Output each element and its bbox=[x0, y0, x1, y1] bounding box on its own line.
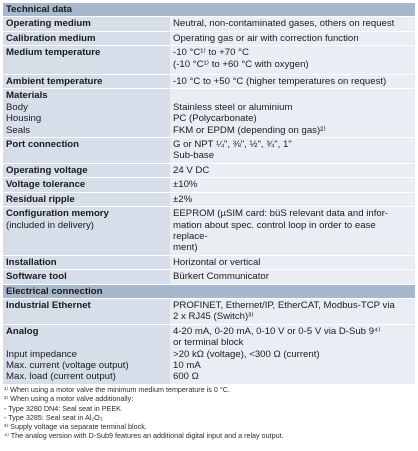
spec-value-line: Horizontal or vertical bbox=[173, 256, 261, 268]
spec-label bbox=[3, 192, 170, 206]
spec-row bbox=[3, 75, 415, 89]
spec-value bbox=[170, 207, 415, 256]
spec-value-line: Sub-base bbox=[173, 150, 215, 162]
spec-value bbox=[170, 298, 415, 324]
spec-label bbox=[3, 17, 170, 31]
spec-value-line: -10 °C to +50 °C (higher temperatures on request) bbox=[173, 76, 387, 88]
spec-value bbox=[170, 89, 415, 138]
spec-label-line bbox=[6, 337, 167, 348]
footnotes bbox=[4, 385, 416, 441]
spec-label-line: Max. load (current output) bbox=[6, 371, 116, 383]
footnote: - Type 3285: Seal seat in Al₂O₃ bbox=[4, 412, 103, 422]
spec-value-line: EEPROM (µSIM card: büS relevant data and infor- bbox=[173, 208, 389, 220]
spec-value-line bbox=[173, 90, 412, 101]
spec-value bbox=[170, 192, 415, 206]
spec-label-text: Industrial Ethernet bbox=[6, 299, 91, 311]
spec-value-line: FKM or EPDM (depending on gas)²⁾ bbox=[173, 124, 326, 136]
spec-label-text: Software tool bbox=[6, 271, 67, 283]
spec-value-line: G or NPT ¼", ⅜", ½", ¾", 1" bbox=[173, 139, 292, 151]
spec-value bbox=[170, 46, 415, 75]
spec-label-line: Materials bbox=[6, 90, 48, 102]
spec-value-line: Bürkert Communicator bbox=[173, 271, 269, 283]
spec-label bbox=[3, 298, 170, 324]
spec-value-line: Stainless steel or aluminium bbox=[173, 101, 293, 113]
spec-value-line: >20 kΩ (voltage), <300 Ω (current) bbox=[173, 348, 320, 360]
spec-row bbox=[3, 138, 415, 164]
spec-row bbox=[3, 255, 415, 269]
spec-value-line: (-10 °C¹⁾ to +60 °C with oxygen) bbox=[173, 58, 309, 70]
spec-value-line: 4-20 mA, 0-20 mA, 0-10 V or 0-5 V via D-Sub 9⁴⁾ bbox=[173, 325, 381, 337]
spec-label-text: Ambient temperature bbox=[6, 76, 103, 88]
spec-label-line: Seals bbox=[6, 124, 30, 136]
spec-label bbox=[3, 31, 170, 45]
spec-value bbox=[170, 31, 415, 45]
spec-value-line: PC (Polycarbonate) bbox=[173, 113, 257, 125]
spec-label bbox=[3, 138, 170, 164]
spec-row bbox=[3, 192, 415, 206]
spec-value-line: Operating gas or air with correction function bbox=[173, 32, 359, 44]
spec-value bbox=[170, 163, 415, 177]
spec-label bbox=[3, 46, 170, 75]
spec-value bbox=[170, 324, 415, 384]
spec-value bbox=[170, 255, 415, 269]
spec-value-line: -10 °C¹⁾ to +70 °C bbox=[173, 47, 249, 59]
spec-label-line: Input impedance bbox=[6, 348, 77, 360]
spec-value-line: PROFINET, Ethernet/IP, EtherCAT, Modbus-TCP via bbox=[173, 299, 395, 311]
spec-label bbox=[3, 255, 170, 269]
footnote: ⁴⁾ The analog version with D-Sub9 features an additional digital input and a relay output. bbox=[4, 431, 284, 441]
footnote: ²⁾ When using a motor valve additionally: bbox=[4, 394, 134, 404]
spec-label bbox=[3, 89, 170, 138]
spec-value-line: ±10% bbox=[173, 179, 198, 191]
spec-row bbox=[3, 298, 415, 324]
spec-row bbox=[3, 207, 415, 256]
footnote: - Type 3280 DN4: Seal seat in PEEK bbox=[4, 403, 121, 413]
spec-label-text: Operating medium bbox=[6, 18, 91, 30]
spec-label bbox=[3, 207, 170, 256]
spec-row bbox=[3, 163, 415, 177]
spec-value bbox=[170, 270, 415, 284]
spec-label-line: Housing bbox=[6, 113, 42, 125]
spec-label bbox=[3, 163, 170, 177]
spec-label-text: Residual ripple bbox=[6, 193, 75, 205]
spec-value-line: ±2% bbox=[173, 193, 193, 205]
spec-row bbox=[3, 17, 415, 31]
spec-label bbox=[3, 75, 170, 89]
spec-label bbox=[3, 178, 170, 192]
spec-value-line: or terminal block bbox=[173, 337, 244, 349]
spec-row bbox=[3, 270, 415, 284]
spec-label-text: Installation bbox=[6, 256, 57, 268]
spec-row bbox=[3, 89, 415, 138]
footnote: ¹⁾ When using a motor valve the minimum medium temperature is 0 °C. bbox=[4, 385, 230, 394]
technical-data-table bbox=[3, 2, 415, 384]
spec-value-line: 24 V DC bbox=[173, 164, 210, 176]
spec-label bbox=[3, 270, 170, 284]
spec-value bbox=[170, 75, 415, 89]
spec-label-text: Port connection bbox=[6, 139, 80, 151]
spec-label-text: Voltage tolerance bbox=[6, 179, 86, 191]
spec-value-line: Neutral, non-contaminated gases, others on request bbox=[173, 18, 395, 30]
spec-value-line: 10 mA bbox=[173, 359, 201, 371]
spec-value bbox=[170, 138, 415, 164]
section-header bbox=[3, 3, 415, 17]
section-header bbox=[3, 284, 415, 298]
spec-value-line: 2 x RJ45 (Switch)³⁾ bbox=[173, 311, 254, 323]
spec-label-line: Max. current (voltage output) bbox=[6, 359, 129, 371]
spec-value-line: ment) bbox=[173, 242, 198, 254]
spec-row bbox=[3, 178, 415, 192]
spec-label bbox=[3, 324, 170, 384]
spec-label-text: Calibration medium bbox=[6, 32, 96, 44]
spec-value bbox=[170, 17, 415, 31]
spec-row bbox=[3, 31, 415, 45]
spec-label-text: Medium temperature bbox=[6, 47, 101, 59]
spec-label-line: Body bbox=[6, 101, 28, 113]
section-title: Electrical connection bbox=[3, 284, 415, 298]
spec-label-text: Operating voltage bbox=[6, 164, 88, 176]
section-title: Technical data bbox=[3, 3, 415, 17]
spec-row bbox=[3, 46, 415, 75]
spec-value-line: 600 Ω bbox=[173, 371, 199, 383]
spec-value bbox=[170, 178, 415, 192]
spec-label-line: Analog bbox=[6, 325, 39, 337]
spec-label-line: Configuration memory bbox=[6, 208, 109, 220]
spec-label-line: (included in delivery) bbox=[6, 219, 94, 231]
spec-row bbox=[3, 324, 415, 384]
footnote: ³⁾ Supply voltage via separate terminal block. bbox=[4, 422, 147, 432]
spec-value-line: mation about spec. control loop in order to ease replace- bbox=[173, 219, 376, 242]
